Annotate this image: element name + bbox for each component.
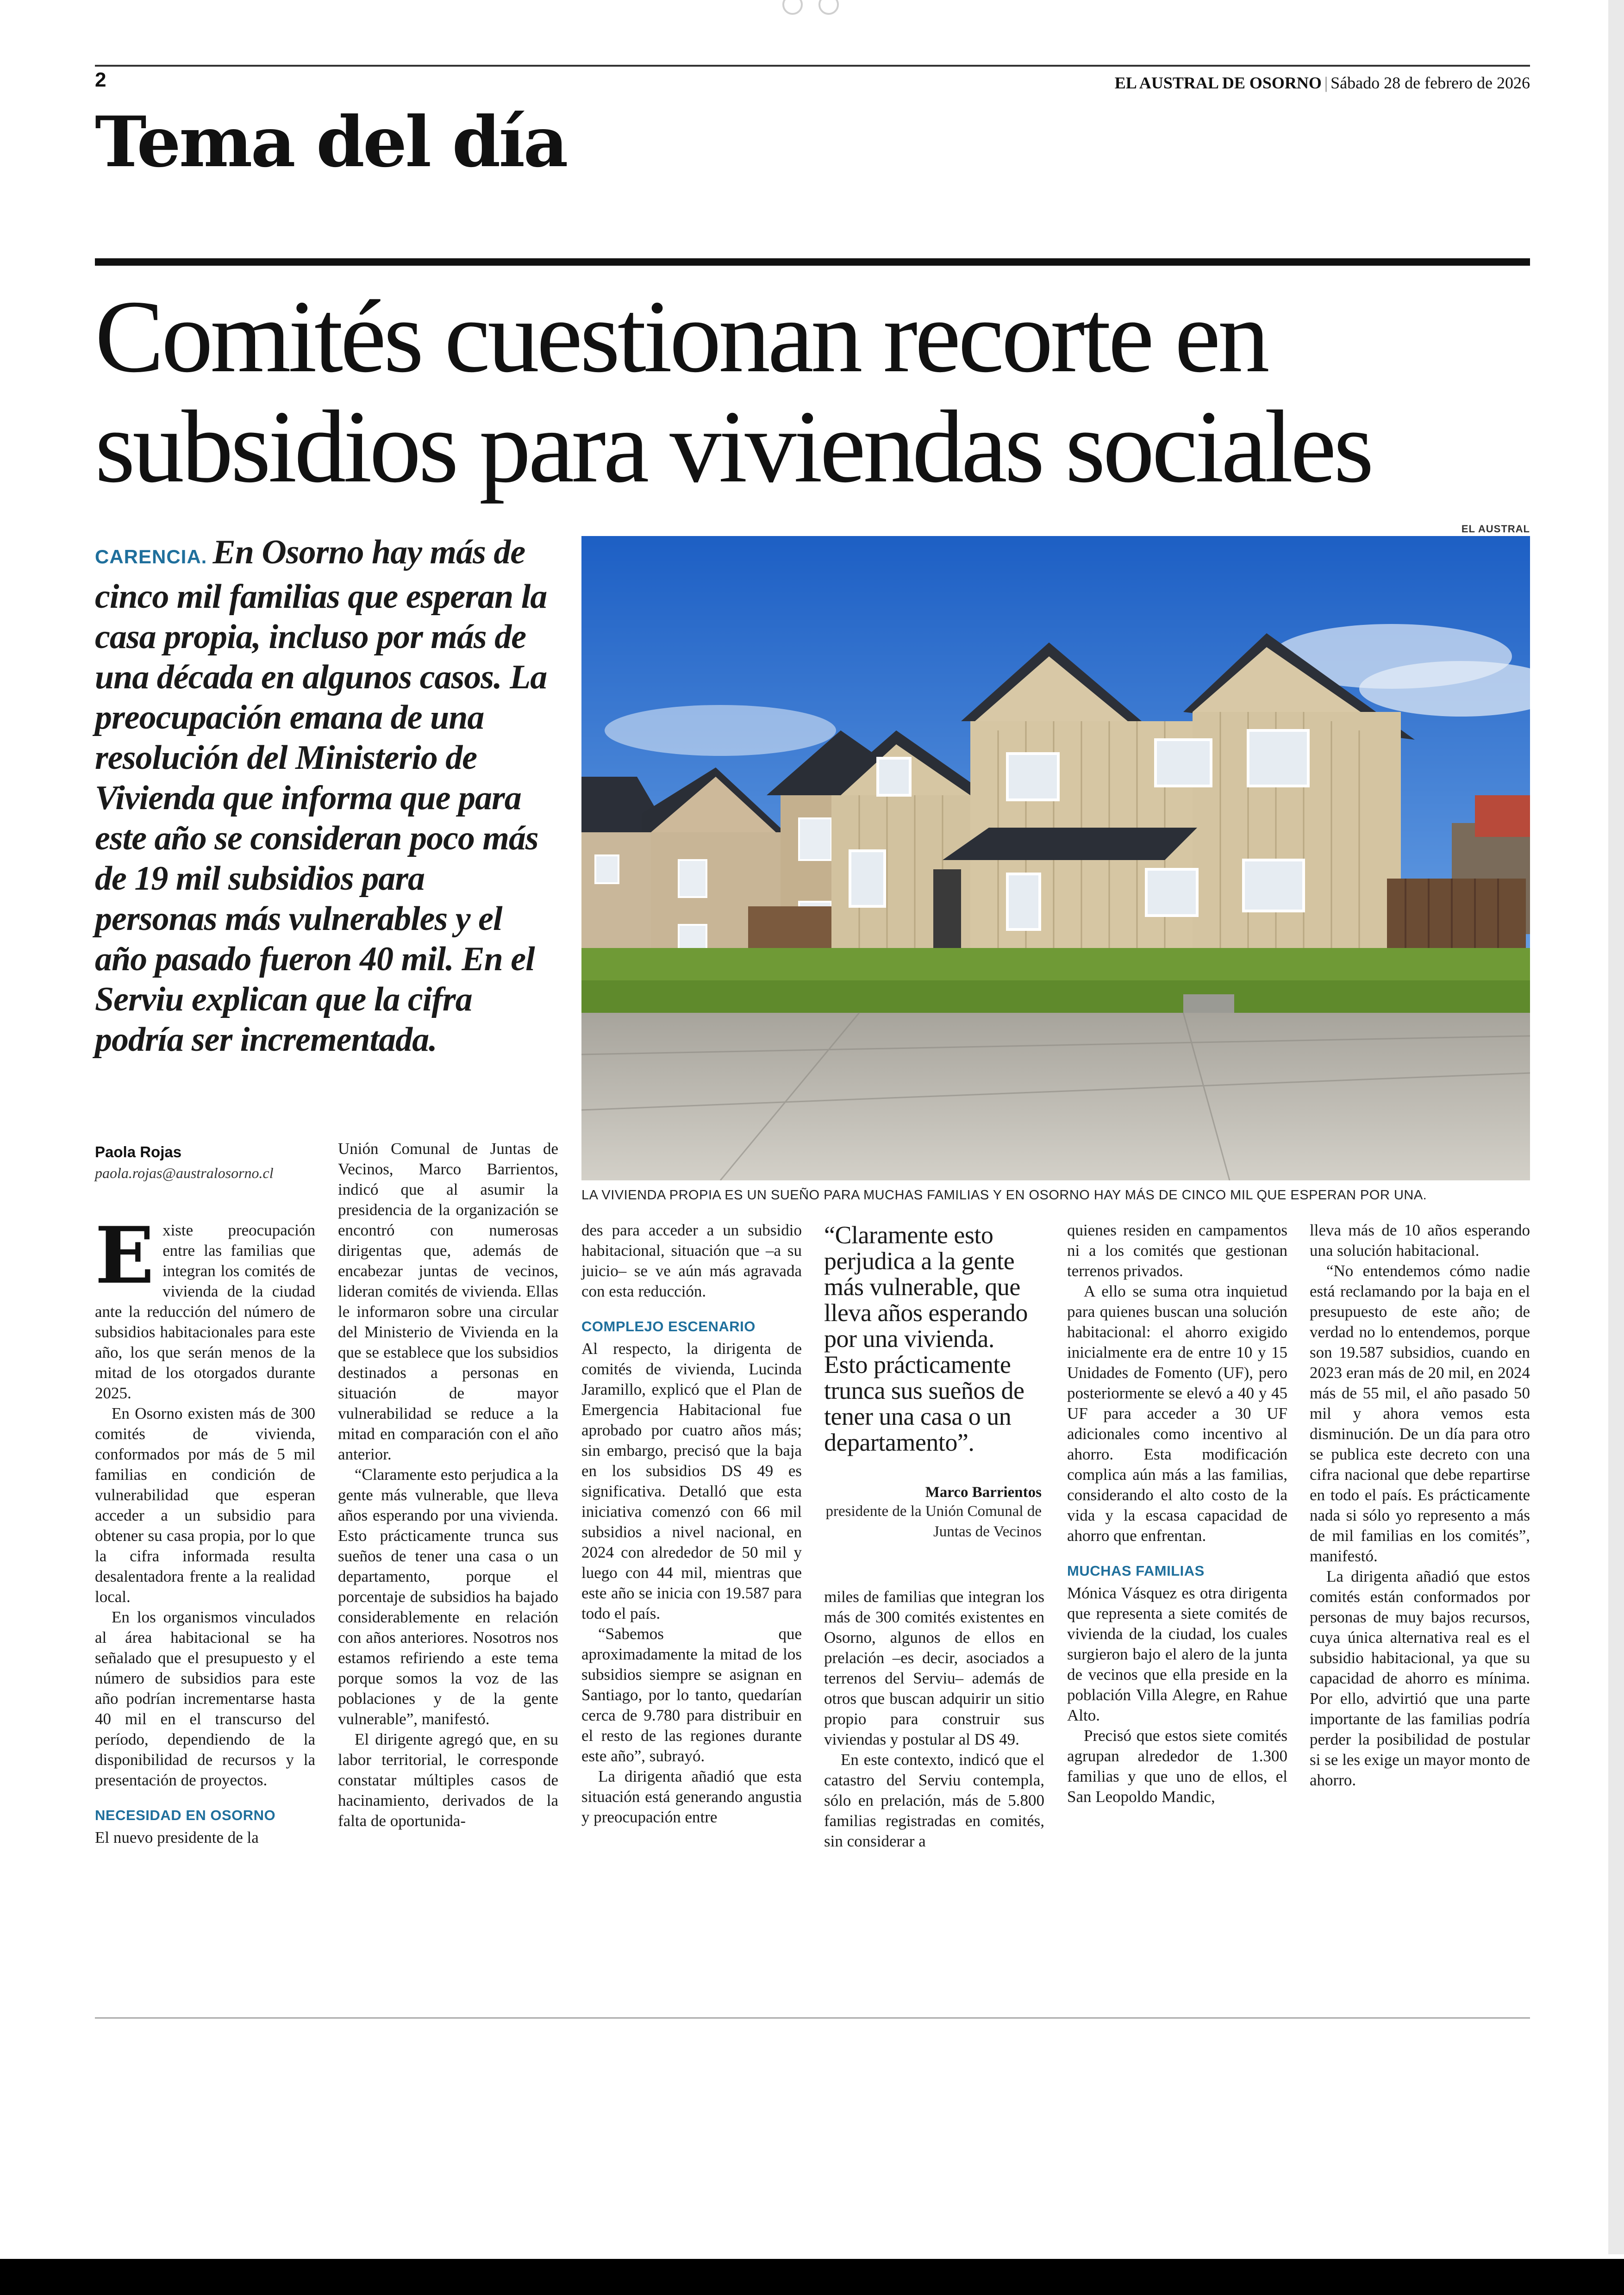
headline: Comités cuestionan recorte en subsidios para viviendas sociales: [95, 279, 1371, 504]
page-dot-icon[interactable]: [782, 0, 803, 15]
paragraph-text: xiste preocupación entre las familias que integran los comités de vivienda de la ciudad ante la reducción del número de subsidios habitacionales para este año, los que serán menos de la mitad de los otorgados durante 2025.: [95, 1221, 315, 1402]
article-column-2: [338, 1139, 558, 1831]
lede-text: En Osorno hay más de cinco mil familias que esperan la casa propia, incluso por más de una década en algunos casos. La preocupación emana de una resolución del Ministerio de Vivienda que informa que para este año se consideran poco más de 19 mil subsidios para personas más vulnerables y el año pasado fueron 40 mil. En el Serviu explican que la cifra podría ser incrementada.: [95, 533, 547, 1059]
paragraph: quienes residen en campamentos ni a los comités que gestionan terrenos privados.: [1067, 1221, 1287, 1280]
newspaper-name: EL AUSTRAL DE OSORNO: [1114, 74, 1322, 92]
drop-cap: E: [95, 1210, 155, 1301]
viewer-side-rail: [1608, 0, 1624, 2254]
paragraph: des para acceder a un subsidio habitacional, situación que –a su juicio– se ve aún más agravada con esta reducción.: [581, 1221, 802, 1300]
paragraph: La dirigenta añadió que esta situación está generando angustia y preocupación entre: [581, 1767, 802, 1826]
masthead: [1115, 73, 1530, 93]
paragraph: En Osorno existen más de 300 comités de vivienda, conformados por más de 5 mil familias en condición de vulnerabilidad que esperan acceder a un subsidio para obtener su casa propia, por lo que la cifra informada resulta desalentadora frente a la realidad local.: [95, 1404, 315, 1606]
paragraph: “No entendemos cómo nadie está reclamando por la baja en el presupuesto de este año; de verdad no lo entendemos, porque son 19.587 subsidios, cuando en 2023 eran más de 20 mil, en 2024 más de 55 mil, el año pasado 50 mil y ahora vemos esta disminución. De un día para otro se publica este decreto con una cifra nacional que debe repartirse en todo el país. Es prácticamente nada si sólo yo represento a más de mil familias en los comités”, manifestó.: [1310, 1262, 1530, 1565]
photo-caption: LA VIVIENDA PROPIA ES UN SUEÑO PARA MUCHAS FAMILIAS Y EN OSORNO HAY MÁS DE CINCO MIL QUE ESPERAN POR UNA.: [581, 1188, 1427, 1203]
page-dot-icon[interactable]: [818, 0, 839, 15]
article-column-6: [1310, 1220, 1530, 1790]
photo-credit: EL AUSTRAL: [1461, 523, 1530, 535]
top-rule: [95, 65, 1530, 67]
paragraph: [95, 1210, 315, 1403]
paragraph: El nuevo presidente de la: [95, 1828, 259, 1846]
paragraph: Unión Comunal de Juntas de Vecinos, Marco Barrientos, indicó que al asumir la presidencia de la organización se encontró con numerosas dirigentas que, además de encabezar juntas de vecinos, lideran comités de vivienda. Ellas le informaron sobre una circular del Ministerio de Vivienda en la que se establece que los subsidios destinados a personas en situación de mayor vulnerabilidad se reduce a la mitad en comparación con el año anterior.: [338, 1140, 558, 1463]
pull-quote: [824, 1222, 1042, 1542]
article-column-3: [581, 1220, 802, 1827]
article-column-5: [1067, 1220, 1287, 1807]
publication-date: Sábado 28 de febrero de 2026: [1330, 74, 1530, 92]
paragraph: A ello se suma otra inquietud para quienes buscan una solución habitacional: el ahorro exigido inicialmente era de entre 10 y 15 Unidades de Fomento (UF), pero posteriormente se elevó a 40 y 45 UF para acceder a 30 UF adicionales como incentivo al ahorro. Esta modificación complica aún más a las familias, considerando el alto costo de la vida y la escasa capacidad de ahorro que enfrentan.: [1067, 1282, 1287, 1545]
subheading: NECESIDAD EN OSORNO: [95, 1807, 276, 1823]
paragraph: La dirigenta añadió que estos comités están conformados por personas de muy bajos recursos, cuya única alternativa real es el subsidio habitacional, ya que su capacidad de ahorro es mínima. Por ello, advirtió que una parte importante de las familias podría perder la posibilidad de postular si se les exige un mayor monto de ahorro.: [1310, 1567, 1530, 1789]
lede-kicker: CARENCIA.: [95, 546, 207, 568]
bottom-rule: [95, 2017, 1530, 2019]
byline-name: Paola Rojas: [95, 1143, 182, 1160]
page-number: 2: [95, 69, 106, 91]
viewer-bottom-bar: [0, 2259, 1624, 2295]
paragraph: Precisó que estos siete comités agrupan alrededor de 1.300 familias y que uno de ellos, el San Leopoldo Mandic,: [1067, 1727, 1287, 1806]
lede: [95, 532, 549, 1060]
paragraph: En este contexto, indicó que el catastro del Serviu contempla, sólo en prelación, más de 5.800 familias registradas en comités, sin considerar a: [824, 1751, 1044, 1850]
quote-text: “Claramente esto perjudica a la gente más vulnerable, que lleva años esperando por una vivienda. Esto prácticamente trunca sus sueños de tener una casa o un departamento”.: [824, 1221, 1028, 1456]
paragraph: miles de familias que integran los más de 300 comités existentes en Osorno, algunos de ellos en prelación –es decir, asociados a terrenos del Serviu– además de otros que buscan adquirir un sitio propio para construir sus viviendas y postular al DS 49.: [824, 1588, 1044, 1748]
subheading: COMPLEJO ESCENARIO: [581, 1318, 756, 1335]
article-column-1: [95, 1210, 315, 1848]
paragraph: Mónica Vásquez es otra dirigenta que representa a siete comités de vivienda de la ciudad, los cuales surgieron bajo el alero de la junta de vecinos que ella preside en la población Villa Alegre, en Rahue Alto.: [1067, 1584, 1287, 1724]
paragraph: lleva más de 10 años esperando una solución habitacional.: [1310, 1221, 1530, 1260]
paragraph: El dirigente agregó que, en su labor territorial, le corresponde constatar múltiples casos de hacinamiento, derivados de la falta de oportunida-: [338, 1730, 558, 1830]
quote-role: presidente de la Unión Comunal de Juntas de Vecinos: [825, 1503, 1042, 1540]
quote-author: Marco Barrientos: [925, 1484, 1042, 1501]
subheading: MUCHAS FAMILIAS: [1067, 1563, 1205, 1579]
housing-photo: [581, 536, 1530, 1180]
viewer-page-indicator[interactable]: [782, 0, 843, 14]
byline-email[interactable]: paola.rojas@australosorno.cl: [95, 1165, 274, 1181]
paragraph: En los organismos vinculados al área habitacional se ha señalado que el presupuesto y el número de subsidios para este año podrían incrementarse hasta 40 mil en el transcurso del período, dependiendo de la disponibilidad de recursos y la presentación de proyectos.: [95, 1608, 315, 1789]
paragraph: “Claramente esto perjudica a la gente más vulnerable, que lleva años esperando por una vivienda. Esto prácticamente trunca sus sueños de tener una casa o un departamento, porque el porcentaje de subsidios ha bajado considerablemente en relación con años anteriores. Nosotros nos estamos refiriendo a este tema porque somos la voz de las poblaciones y de la gente vulnerable”, manifestó.: [338, 1466, 558, 1728]
section-rule: [95, 258, 1530, 266]
article-column-4: [824, 1587, 1044, 1852]
section-title: Tema del día: [95, 101, 567, 183]
paragraph: Al respecto, la dirigenta de comités de vivienda, Lucinda Jaramillo, explicó que el Plan de Emergencia Habitacional fue aprobado por cuatro años más; sin embargo, precisó que la baja en los subsidios DS 49 es significativa. Detalló que esta iniciativa comenzó con 66 mil subsidios a nivel nacional, en 2024 con alrededor de 50 mil y luego con 44 mil, mientras que este año se inicia con 19.587 para todo el país.: [581, 1340, 802, 1622]
masthead-separator: |: [1324, 74, 1328, 92]
paragraph: “Sabemos que aproximadamente la mitad de los subsidios siempre se asignan en Santiago, por lo tanto, quedarían cerca de 9.780 para distribuir en el resto de las regiones durante este año”, subrayó.: [581, 1625, 802, 1765]
